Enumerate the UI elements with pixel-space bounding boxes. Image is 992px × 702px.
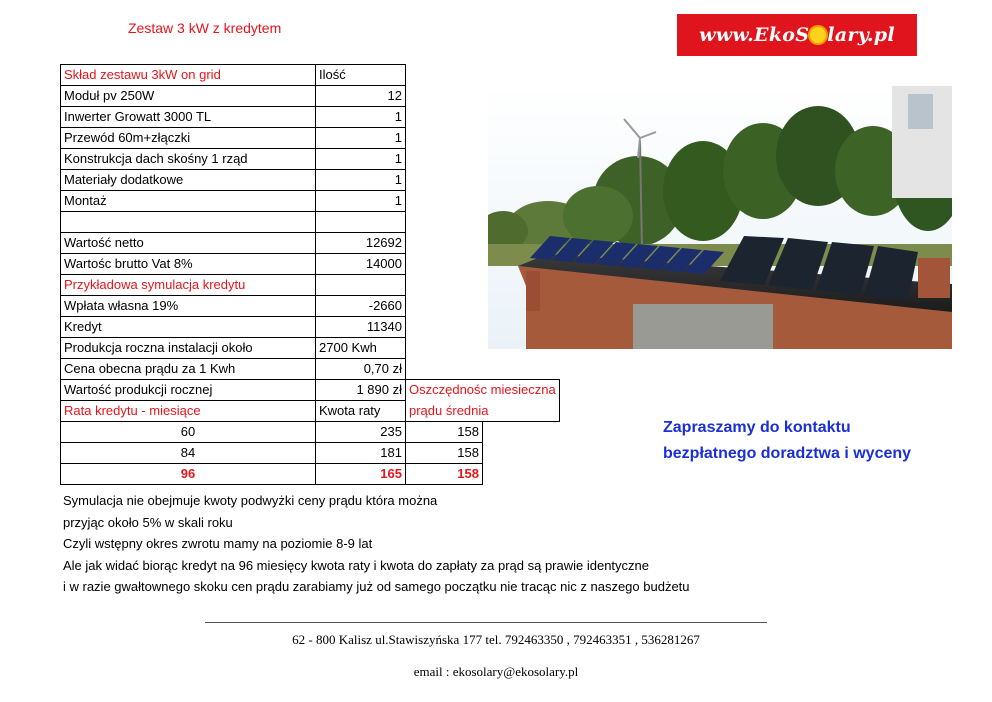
logo-text-part1: www.EkoS — [699, 24, 810, 46]
logo-text-part2: lary.pl — [827, 24, 895, 46]
production-value-label: Wartość produkcji rocznej — [61, 380, 316, 401]
table-row — [61, 107, 560, 128]
item-qty: 1 — [316, 149, 406, 170]
empty-cell — [61, 212, 316, 233]
table-row — [61, 401, 560, 422]
cta-line2: bezpłatnego doradztwa i wyceny — [663, 445, 912, 462]
item-qty: 1 — [316, 191, 406, 212]
note-line: przyjąc około 5% w skali roku — [63, 514, 233, 530]
loan-months: 60 — [61, 422, 316, 443]
loan-simulation-heading: Przykładowa symulacja kredytu — [61, 275, 316, 296]
loan-installment: 181 — [316, 443, 406, 464]
item-qty: 1 — [316, 107, 406, 128]
loan-label: Kredyt — [61, 317, 316, 338]
page-title: Zestaw 3 kW z kredytem — [128, 20, 282, 36]
ekosolary-logo[interactable] — [677, 14, 917, 56]
table-row — [61, 212, 560, 233]
net-value-label: Wartość netto — [61, 233, 316, 254]
installment-header: Kwota raty — [316, 401, 406, 422]
item-qty: 12 — [316, 86, 406, 107]
loan-savings: 158 — [406, 443, 483, 464]
table-row — [61, 233, 560, 254]
loan-savings: 158 — [406, 422, 483, 443]
garage-door — [633, 304, 773, 349]
note-line: Ale jak widać biorąc kredyt na 96 miesięcy kwota raty i kwota do zapłaty za prąd są prawie identyczne — [63, 557, 650, 573]
table-row — [61, 359, 560, 380]
loan-installment: 235 — [316, 422, 406, 443]
item-label: Przewód 60m+złączki — [61, 128, 316, 149]
empty-cell — [316, 212, 406, 233]
rate-header: Rata kredytu - miesiące — [61, 401, 316, 422]
savings-header-line1: Oszczędnośc miesieczna — [406, 380, 560, 401]
note-line: Czyli wstępny okres zwrotu mamy na poziomie 8-9 lat — [63, 536, 373, 551]
simulation-notes — [63, 490, 690, 598]
table-row — [61, 254, 560, 275]
annual-production-value: 2700 Kwh — [316, 338, 406, 359]
energy-price-label: Cena obecna prądu za 1 Kwh — [61, 359, 316, 380]
table-row — [61, 149, 560, 170]
footer-email[interactable]: email : ekosolary@ekosolary.pl — [413, 664, 579, 679]
item-label: Konstrukcja dach skośny 1 rząd — [61, 149, 316, 170]
loan-value: 11340 — [316, 317, 406, 338]
table-row — [61, 65, 560, 86]
gross-value-label: Wartośc brutto Vat 8% — [61, 254, 316, 275]
table-row — [61, 317, 560, 338]
down-payment-value: -2660 — [316, 296, 406, 317]
table-row — [61, 338, 560, 359]
note-line: Symulacja nie obejmuje kwoty podwyżki ceny prądu która można — [63, 493, 438, 508]
solar-installation-photo — [488, 86, 952, 349]
footer-divider — [205, 622, 767, 623]
table-row — [61, 464, 560, 485]
table-row — [61, 275, 560, 296]
item-label: Montaż — [61, 191, 316, 212]
sun-icon — [810, 27, 826, 43]
table-header-label: Skład zestawu 3kW on grid — [61, 65, 316, 86]
building-right — [892, 86, 952, 198]
item-qty: 1 — [316, 128, 406, 149]
table-row — [61, 443, 560, 464]
note-line: i w razie gwałtownego skoku cen prądu zarabiamy już od samego początku nie tracąc nic z naszego budżetu — [63, 579, 690, 594]
table-row — [61, 380, 560, 401]
down-payment-label: Wpłata własna 19% — [61, 296, 316, 317]
annual-production-label: Produkcja roczna instalacji około — [61, 338, 316, 359]
gross-value: 14000 — [316, 254, 406, 275]
net-value: 12692 — [316, 233, 406, 254]
loan-installment: 165 — [316, 464, 406, 485]
item-label: Materiały dodatkowe — [61, 170, 316, 191]
loan-savings: 158 — [406, 464, 483, 485]
cta-line1: Zapraszamy do kontaktu — [663, 419, 851, 436]
table-row — [61, 191, 560, 212]
item-label: Inwerter Growatt 3000 TL — [61, 107, 316, 128]
table-row — [61, 422, 560, 443]
item-qty: 1 — [316, 170, 406, 191]
contact-call-to-action — [663, 415, 911, 467]
table-row — [61, 296, 560, 317]
table-header-qty: Ilość — [316, 65, 406, 86]
production-value: 1 890 zł — [316, 380, 406, 401]
item-label: Moduł pv 250W — [61, 86, 316, 107]
loan-months: 96 — [61, 464, 316, 485]
loan-months: 84 — [61, 443, 316, 464]
empty-cell — [316, 275, 406, 296]
footer-address: 62 - 800 Kalisz ul.Stawiszyńska 177 tel. 792463350 , 792463351 , 536281267 — [292, 632, 700, 647]
energy-price-value: 0,70 zł — [316, 359, 406, 380]
table-row — [61, 86, 560, 107]
offer-table — [60, 64, 560, 485]
table-row — [61, 128, 560, 149]
table-row — [61, 170, 560, 191]
savings-header-line2: prądu średnia — [406, 401, 560, 422]
